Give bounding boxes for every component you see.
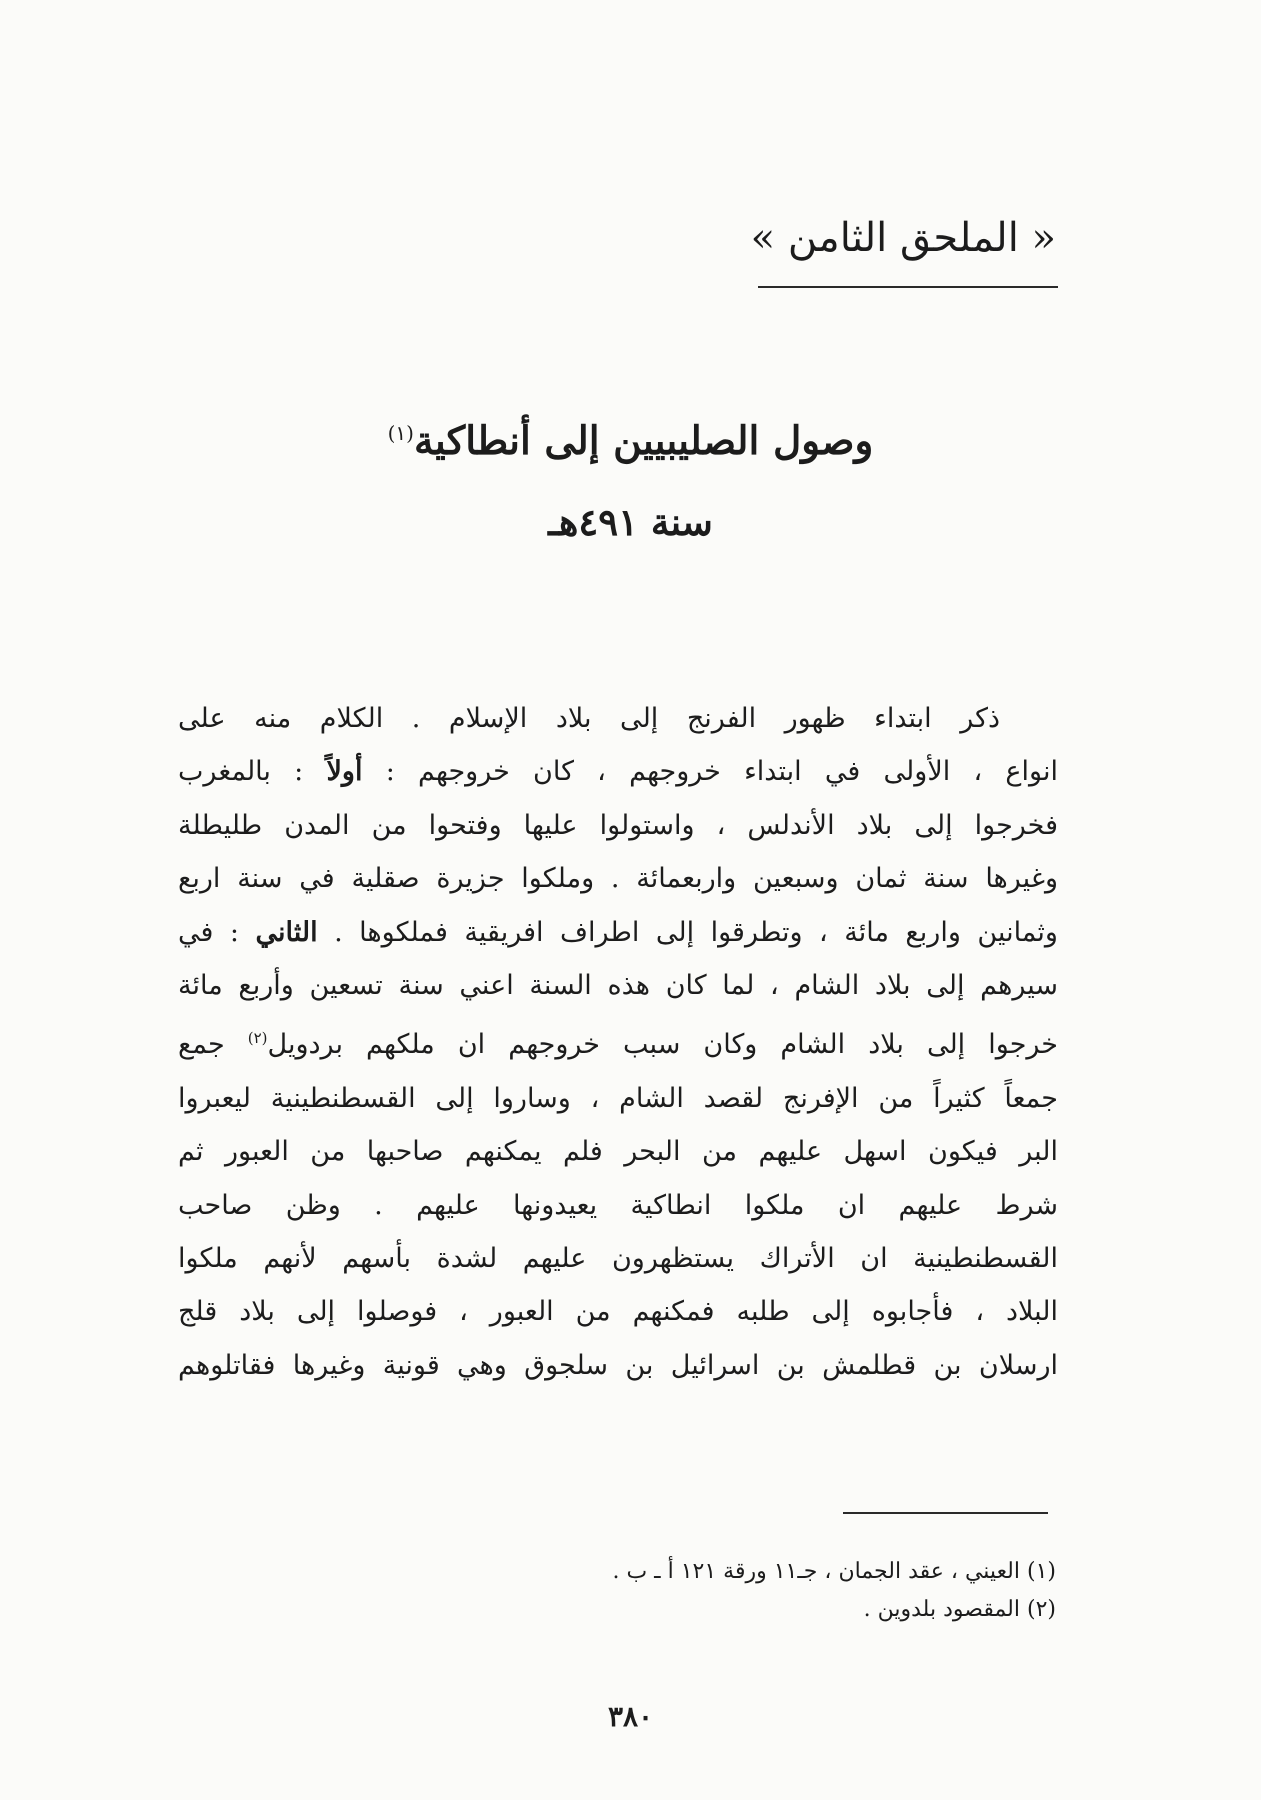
- body-paragraph: [178, 692, 1058, 1392]
- appendix-title: « الملحق الثامن »: [750, 215, 1056, 261]
- text-line: البر فيكون اسهل عليهم من البحر فلم يمكنهم صاحبها من العبور ثم: [178, 1136, 1058, 1168]
- text-line: فخرجوا إلى بلاد الأندلس ، واستولوا عليها وفتحوا من المدن طليطلة: [178, 809, 1058, 841]
- text-line: وغيرها سنة ثمان وسبعين واربعمائة . وملكوا جزيرة صقلية في سنة اربع: [178, 863, 1058, 895]
- footnote-1: (١) العيني ، عقد الجمان ، جـ١١ ورقة ١٢١ أ ـ ب .: [612, 1559, 1056, 1584]
- bold-term-first: أولاً: [326, 756, 363, 788]
- text-line: ارسلان بن قطلمش بن اسرائيل بن سلجوق وهي قونية وغيرها فقاتلوهم: [178, 1349, 1058, 1381]
- text-line: البلاد ، فأجابوه إلى طلبه فمكنهم من العبور ، فوصلوا إلى بلاد قلج: [178, 1296, 1058, 1328]
- text-line: انواع ، الأولى في ابتداء خروجهم ، كان خروجهم : أولاً : بالمغرب: [178, 756, 1058, 788]
- footnote-separator: [843, 1512, 1048, 1514]
- chapter-year: سنة ٤٩١هـ: [548, 500, 713, 544]
- chapter-title: [0, 418, 1261, 464]
- footnote-ref-2[interactable]: (٢): [247, 1029, 268, 1048]
- text-line: وثمانين واربع مائة ، وتطرقوا إلى اطراف افريقية فملكوها . الثاني : في: [178, 916, 1058, 948]
- appendix-title-underline: [758, 286, 1058, 288]
- text-line: القسطنطينية ان الأتراك يستظهرون عليهم لشدة بأسهم لأنهم ملكوا: [178, 1243, 1058, 1275]
- text-line: جمعاً كثيراً من الإفرنج لقصد الشام ، وساروا إلى القسطنطينية ليعبروا: [178, 1082, 1058, 1114]
- text-line: سيرهم إلى بلاد الشام ، لما كان هذه السنة اعني سنة تسعين وأربع مائة: [178, 970, 1058, 1002]
- bold-term-second: الثاني: [255, 916, 318, 948]
- footnote-ref-1[interactable]: (١): [387, 421, 414, 445]
- chapter-title-text: وصول الصليبيين إلى أنطاكية: [413, 418, 874, 464]
- footnotes: [456, 1553, 1056, 1629]
- text-line: ذكر ابتداء ظهور الفرنج إلى بلاد الإسلام . الكلام منه على: [178, 703, 1000, 734]
- page-number: ٣٨٠: [607, 1700, 654, 1733]
- footnote-2: (٢) المقصود بلدوين .: [863, 1597, 1056, 1622]
- text-line: خرجوا إلى بلاد الشام وكان سبب خروجهم ان ملكهم بردويل$^{(٢)}$ جمع: [178, 1029, 1058, 1061]
- text-line: شرط عليهم ان ملكوا انطاكية يعيدونها عليهم . وظن صاحب: [178, 1189, 1058, 1221]
